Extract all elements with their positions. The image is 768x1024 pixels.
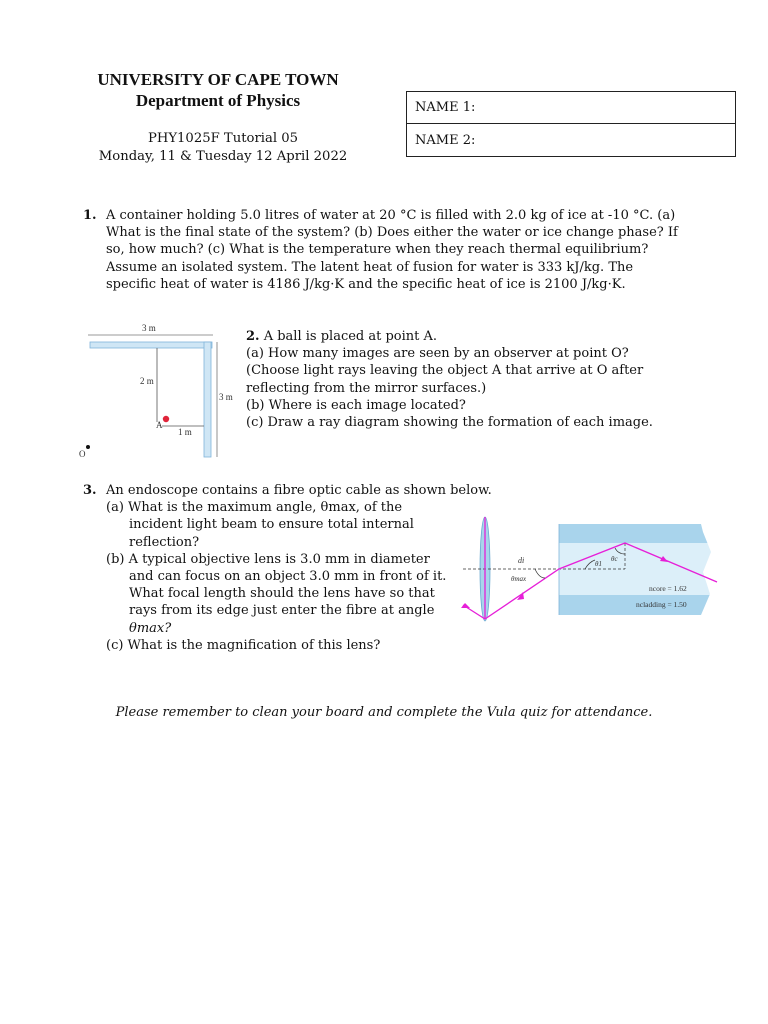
top-mirror	[90, 342, 212, 348]
horizontal-length-label: 1 m	[178, 427, 192, 437]
q1-line: specific heat of water is 4186 J/kg·K and the specific heat of ice is 2100 J/kg·K.	[106, 276, 626, 292]
q2-line: (Choose light rays leaving the object A that arrive at O after	[246, 363, 644, 379]
q1-line: Assume an isolated system. The latent heat of fusion for water is 333 kJ/kg. The	[106, 259, 634, 275]
theta-max-arc	[535, 569, 545, 578]
q3-line: What focal length should the lens have so that	[129, 586, 435, 602]
q3-line: incident light beam to ensure total internal	[129, 517, 414, 533]
question-2-number: 2.	[246, 329, 260, 344]
distance-label: di	[518, 556, 525, 565]
right-length-label: 3 m	[219, 392, 233, 402]
q3-line: (b) A typical objective lens is 3.0 mm in diameter	[106, 551, 430, 567]
q1-line: A container holding 5.0 litres of water at 20 °C is filled with 2.0 kg of ice at -10 °C. (a)	[106, 208, 676, 223]
theta-max-label: θmax	[511, 575, 527, 583]
name-2-label: NAME 2:	[415, 132, 476, 148]
q3-line: (a) What is the maximum angle, θmax, of the	[106, 500, 403, 516]
university-title: UNIVERSITY OF CAPE TOWN	[97, 70, 339, 89]
name-box	[406, 91, 736, 157]
cladding-top	[559, 524, 715, 543]
attendance-reminder: Please remember to clean your board and complete the Vula quiz for attendance.	[115, 705, 653, 720]
vertical-length-label: 2 m	[140, 376, 154, 386]
tutorial-date: Monday, 11 & Tuesday 12 April 2022	[98, 149, 348, 164]
fibre-core	[559, 543, 715, 595]
q2-line: (b) Where is each image located?	[246, 397, 466, 413]
q2-line: reflecting from the mirror surfaces.)	[246, 380, 487, 396]
top-length-label: 3 m	[142, 323, 156, 333]
theta-c-label: θc	[611, 555, 618, 563]
q2-line: (c) Draw a ray diagram showing the formation of each image.	[246, 415, 653, 431]
q3-intro: An endoscope contains a fibre optic cable as shown below.	[106, 483, 492, 498]
question-1-number: 1.	[83, 208, 97, 223]
ray-arrow-1	[461, 603, 470, 608]
question-3	[83, 482, 506, 654]
q2-line: A ball is placed at point A.	[263, 329, 438, 344]
mirror-figure	[78, 318, 248, 463]
course-code: PHY1025F Tutorial 05	[147, 131, 299, 146]
q3-line: and can focus on an object 3.0 mm in front of it.	[129, 569, 447, 585]
q1-line: What is the final state of the system? (b) Does either the water or ice change phase? If	[106, 225, 678, 241]
ball-a	[163, 416, 169, 422]
question-3-number: 3.	[83, 483, 97, 498]
name-1-label: NAME 1:	[415, 100, 476, 115]
endoscope-figure	[455, 512, 723, 632]
q3-line: θmax?	[129, 620, 172, 636]
n-core-label: ncore = 1.62	[649, 584, 687, 593]
q1-line: so, how much? (c) What is the temperature when they reach thermal equilibrium?	[106, 242, 649, 258]
name-2-field[interactable]	[407, 124, 735, 156]
q3-line: (c) What is the magnification of this lens?	[106, 637, 381, 653]
question-1	[83, 207, 706, 293]
department-title: Department of Physics	[135, 91, 301, 110]
q3-line: reflection?	[129, 534, 200, 550]
right-mirror	[204, 342, 211, 457]
n-cladding-label: ncladding = 1.50	[636, 600, 687, 609]
point-a-label: A	[156, 420, 163, 430]
question-2	[246, 328, 716, 431]
q3-line: rays from its edge just enter the fibre at angle	[129, 603, 435, 619]
observer-o	[86, 445, 90, 449]
name-1-field[interactable]	[407, 92, 735, 124]
theta-1-label: θ1	[595, 560, 602, 568]
q2-line: (a) How many images are seen by an observer at point O?	[246, 346, 629, 362]
point-o-label: O	[79, 449, 86, 459]
